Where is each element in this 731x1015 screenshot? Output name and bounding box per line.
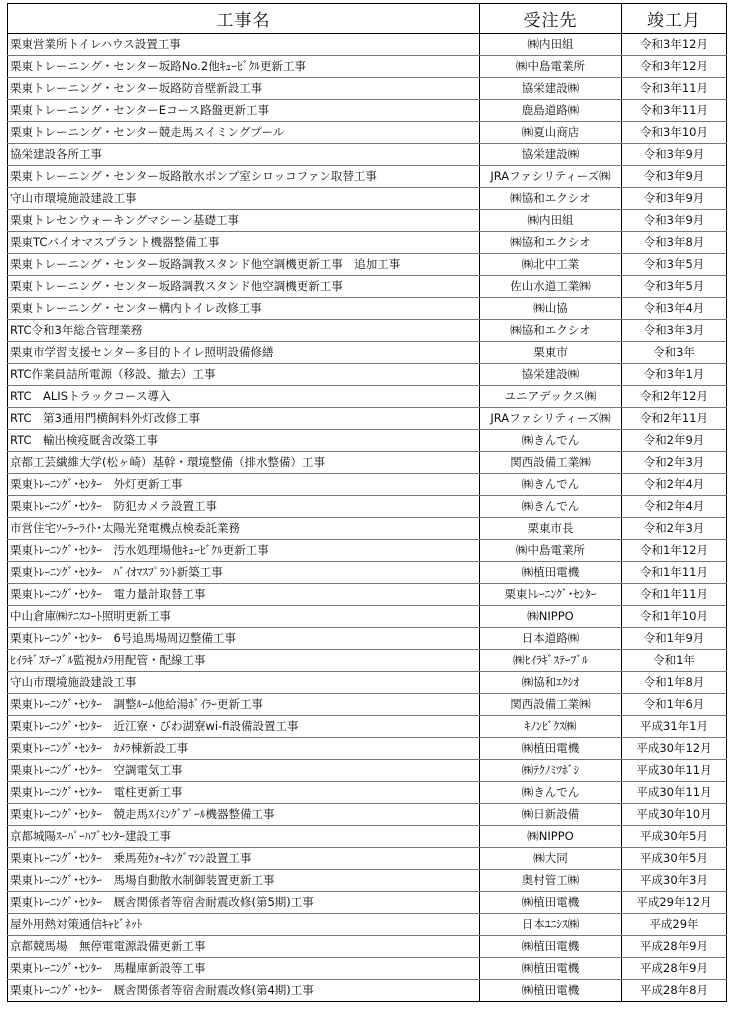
work-name-cell: 協栄建設各所工事 (8, 144, 480, 166)
work-name-cell: 栗東トレーニング・センター坂路調教スタンド他空調機更新工事 追加工事 (8, 254, 480, 276)
table-row (8, 78, 727, 100)
completion-cell: 令和3年9月 (622, 188, 727, 210)
client-cell: ㈱夏山商店 (480, 122, 622, 144)
work-name-cell: 栗東ﾄﾚｰﾆﾝｸﾞ･ｾﾝﾀｰ 6号追馬場周辺整備工事 (8, 628, 480, 650)
completion-cell: 平成30年11月 (622, 782, 727, 804)
works-table (7, 3, 727, 1002)
work-name-cell: 栗東ﾄﾚｰﾆﾝｸﾞ･ｾﾝﾀｰ 厩舎関係者等宿舎耐震改修(第5期)工事 (8, 892, 480, 914)
client-cell: 栗東市 (480, 342, 622, 364)
work-name-cell: 屋外用熱対策通信ｷｬﾋﾞﾈｯﾄ (8, 914, 480, 936)
client-cell: 鹿島道路㈱ (480, 100, 622, 122)
table-row (8, 694, 727, 716)
work-name-cell: 守山市環境施設建設工事 (8, 672, 480, 694)
client-cell: ㈱植田電機 (480, 562, 622, 584)
table-row (8, 848, 727, 870)
header-client: 受注先 (480, 4, 622, 34)
work-name-cell: 栗東ﾄﾚｰﾆﾝｸﾞ･ｾﾝﾀｰ 近江寮・びわ湖寮wi-fi設備設置工事 (8, 716, 480, 738)
client-cell: ㈱内田組 (480, 34, 622, 56)
client-cell: ㈱植田電機 (480, 980, 622, 1002)
completion-cell: 令和2年12月 (622, 386, 727, 408)
completion-cell: 令和1年8月 (622, 672, 727, 694)
header-completion: 竣工月 (622, 4, 727, 34)
work-name-cell: 栗東ﾄﾚｰﾆﾝｸﾞ･ｾﾝﾀｰ 調整ﾙｰﾑ他給湯ﾎﾞｲﾗｰ更新工事 (8, 694, 480, 716)
table-body (8, 34, 727, 1002)
client-cell: 協栄建設㈱ (480, 144, 622, 166)
client-cell: 奥村管工㈱ (480, 870, 622, 892)
header-work-name: 工事名 (8, 4, 480, 34)
client-cell: JRAファシリティーズ㈱ (480, 166, 622, 188)
table-row (8, 562, 727, 584)
completion-cell: 平成28年8月 (622, 980, 727, 1002)
client-cell: ㈱協和エクシオ (480, 232, 622, 254)
client-cell: ㈱日新設備 (480, 804, 622, 826)
work-name-cell: 栗東ﾄﾚｰﾆﾝｸﾞ･ｾﾝﾀｰ 防犯カメラ設置工事 (8, 496, 480, 518)
table-row (8, 276, 727, 298)
work-name-cell: 市営住宅ｿｰﾗｰﾗｲﾄ･太陽光発電機点検委託業務 (8, 518, 480, 540)
completion-cell: 令和2年3月 (622, 452, 727, 474)
work-name-cell: ﾋｲﾗｷﾞｽﾃｰﾌﾞﾙ監視ｶﾒﾗ用配管・配線工事 (8, 650, 480, 672)
completion-cell: 令和3年12月 (622, 34, 727, 56)
work-name-cell: 栗東トレーニング・センターEコース路盤更新工事 (8, 100, 480, 122)
work-name-cell: 栗東営業所トイレハウス設置工事 (8, 34, 480, 56)
table-row (8, 100, 727, 122)
table-row (8, 782, 727, 804)
completion-cell: 令和3年8月 (622, 232, 727, 254)
completion-cell: 令和1年 (622, 650, 727, 672)
client-cell: 日本道路㈱ (480, 628, 622, 650)
work-name-cell: 栗東トレーニング・センター競走馬スイミングプール (8, 122, 480, 144)
client-cell: ㈱植田電機 (480, 936, 622, 958)
table-row (8, 34, 727, 56)
table-row (8, 826, 727, 848)
table-row (8, 320, 727, 342)
work-name-cell: 栗東トレーニング・センター坂路防音壁新設工事 (8, 78, 480, 100)
completion-cell: 令和2年9月 (622, 430, 727, 452)
work-name-cell: 栗東トレーニング・センター坂路散水ポンプ室シロッコファン取替工事 (8, 166, 480, 188)
work-name-cell: 栗東ﾄﾚｰﾆﾝｸﾞ･ｾﾝﾀｰ 外灯更新工事 (8, 474, 480, 496)
work-name-cell: RTC 第3通用門横飼料外灯改修工事 (8, 408, 480, 430)
table-row (8, 56, 727, 78)
work-name-cell: 京都工芸繊維大学(松ヶ崎）基幹・環境整備（排水整備）工事 (8, 452, 480, 474)
table-row (8, 144, 727, 166)
completion-cell: 令和3年12月 (622, 56, 727, 78)
client-cell: ㈱中島電業所 (480, 540, 622, 562)
table-row (8, 584, 727, 606)
work-name-cell: 栗東市学習支援センター多目的トイレ照明設備修繕 (8, 342, 480, 364)
work-name-cell: 栗東ﾄﾚｰﾆﾝｸﾞ･ｾﾝﾀｰ ｶﾒﾗ棟新設工事 (8, 738, 480, 760)
table-row (8, 386, 727, 408)
table-row (8, 518, 727, 540)
client-cell: 関西設備工業㈱ (480, 452, 622, 474)
completion-cell: 平成31年1月 (622, 716, 727, 738)
table-row (8, 408, 727, 430)
client-cell: ㈱植田電機 (480, 892, 622, 914)
client-cell: 関西設備工業㈱ (480, 694, 622, 716)
work-name-cell: RTC 輸出検疫厩舎改築工事 (8, 430, 480, 452)
work-name-cell: 栗東ﾄﾚｰﾆﾝｸﾞ･ｾﾝﾀｰ 競走馬ｽｲﾐﾝｸﾞﾌﾟｰﾙ機器整備工事 (8, 804, 480, 826)
client-cell: ㈱内田組 (480, 210, 622, 232)
client-cell: ㈱協和エクシオ (480, 320, 622, 342)
table-row (8, 540, 727, 562)
table-row (8, 804, 727, 826)
completion-cell: 令和3年4月 (622, 298, 727, 320)
client-cell: ㈱きんでん (480, 782, 622, 804)
completion-cell: 平成28年9月 (622, 936, 727, 958)
work-name-cell: 栗東ﾄﾚｰﾆﾝｸﾞ･ｾﾝﾀｰ 乗馬苑ｳｫｰｷﾝｸﾞﾏｼﾝ設置工事 (8, 848, 480, 870)
client-cell: ㈱植田電機 (480, 738, 622, 760)
work-name-cell: 中山倉庫㈱ﾃﾆｽｺｰﾄ照明更新工事 (8, 606, 480, 628)
client-cell: ㈱協和ｴｸｼｵ (480, 672, 622, 694)
table-row (8, 430, 727, 452)
completion-cell: 令和3年9月 (622, 144, 727, 166)
work-name-cell: 栗東トレセンウォーキングマシーン基礎工事 (8, 210, 480, 232)
work-name-cell: 栗東ﾄﾚｰﾆﾝｸﾞ･ｾﾝﾀｰ ﾊﾞｲｵﾏｽﾌﾟﾗﾝﾄ新築工事 (8, 562, 480, 584)
work-name-cell: 栗東ﾄﾚｰﾆﾝｸﾞ･ｾﾝﾀｰ 汚水処理場他ｷｭｰﾋﾞｸﾙ更新工事 (8, 540, 480, 562)
completion-cell: 令和3年5月 (622, 276, 727, 298)
table-row (8, 232, 727, 254)
client-cell: 栗東市長 (480, 518, 622, 540)
table-row (8, 958, 727, 980)
completion-cell: 令和1年10月 (622, 606, 727, 628)
work-name-cell: 京都競馬場 無停電電源設備更新工事 (8, 936, 480, 958)
completion-cell: 令和1年12月 (622, 540, 727, 562)
completion-cell: 令和2年4月 (622, 496, 727, 518)
client-cell: 佐山水道工業㈱ (480, 276, 622, 298)
client-cell: ㈱協和エクシオ (480, 188, 622, 210)
client-cell: ㈱中島電業所 (480, 56, 622, 78)
client-cell: ㈱NIPPO (480, 826, 622, 848)
client-cell: 栗東ﾄﾚｰﾆﾝｸﾞ･ｾﾝﾀｰ (480, 584, 622, 606)
work-name-cell: 栗東TCバイオマスプラント機器整備工事 (8, 232, 480, 254)
client-cell: ㈱植田電機 (480, 958, 622, 980)
completion-cell: 令和3年10月 (622, 122, 727, 144)
table-row (8, 188, 727, 210)
completion-cell: 令和3年9月 (622, 166, 727, 188)
completion-cell: 令和2年3月 (622, 518, 727, 540)
table-row (8, 936, 727, 958)
work-name-cell: RTC令和3年総合管理業務 (8, 320, 480, 342)
completion-cell: 令和2年11月 (622, 408, 727, 430)
completion-cell: 令和2年4月 (622, 474, 727, 496)
completion-cell: 令和1年6月 (622, 694, 727, 716)
work-name-cell: RTC ALISトラックコース導入 (8, 386, 480, 408)
completion-cell: 平成29年 (622, 914, 727, 936)
client-cell: ㈱ﾃｸﾉﾐﾂﾎﾞｼ (480, 760, 622, 782)
table-row (8, 298, 727, 320)
table-row (8, 254, 727, 276)
table-row (8, 342, 727, 364)
table-row (8, 738, 727, 760)
completion-cell: 令和3年11月 (622, 100, 727, 122)
work-name-cell: RTC作業員詰所電源（移設、撤去）工事 (8, 364, 480, 386)
completion-cell: 平成30年10月 (622, 804, 727, 826)
completion-cell: 平成28年9月 (622, 958, 727, 980)
work-name-cell: 守山市環境施設建設工事 (8, 188, 480, 210)
work-name-cell: 栗東ﾄﾚｰﾆﾝｸﾞ･ｾﾝﾀｰ 空調電気工事 (8, 760, 480, 782)
completion-cell: 令和1年9月 (622, 628, 727, 650)
table-row (8, 628, 727, 650)
completion-cell: 平成30年3月 (622, 870, 727, 892)
client-cell: ｷﾉﾝﾋﾞｸｽ㈱ (480, 716, 622, 738)
work-name-cell: 栗東トレーニング・センター坂路調教スタンド他空調機更新工事 (8, 276, 480, 298)
completion-cell: 平成30年12月 (622, 738, 727, 760)
completion-cell: 令和3年1月 (622, 364, 727, 386)
client-cell: 協栄建設㈱ (480, 364, 622, 386)
work-name-cell: 栗東ﾄﾚｰﾆﾝｸﾞ･ｾﾝﾀｰ 馬糧庫新設等工事 (8, 958, 480, 980)
client-cell: ㈱NIPPO (480, 606, 622, 628)
completion-cell: 令和3年9月 (622, 210, 727, 232)
work-name-cell: 京都城陽ｽｰﾊﾟｰﾊﾌﾞｾﾝﾀｰ建設工事 (8, 826, 480, 848)
client-cell: ㈱きんでん (480, 430, 622, 452)
table-row (8, 452, 727, 474)
completion-cell: 令和1年11月 (622, 562, 727, 584)
client-cell: JRAファシリティーズ㈱ (480, 408, 622, 430)
client-cell: ㈱きんでん (480, 474, 622, 496)
table-row (8, 892, 727, 914)
client-cell: ㈱きんでん (480, 496, 622, 518)
client-cell: ユニアデックス㈱ (480, 386, 622, 408)
completion-cell: 令和3年11月 (622, 78, 727, 100)
completion-cell: 平成30年5月 (622, 848, 727, 870)
table-row (8, 672, 727, 694)
table-row (8, 606, 727, 628)
table-row (8, 474, 727, 496)
work-name-cell: 栗東ﾄﾚｰﾆﾝｸﾞ･ｾﾝﾀｰ 電力量計取替工事 (8, 584, 480, 606)
table-row (8, 210, 727, 232)
table-row (8, 716, 727, 738)
header-row (8, 4, 727, 34)
table-row (8, 166, 727, 188)
works-table-container (7, 3, 727, 1002)
work-name-cell: 栗東ﾄﾚｰﾆﾝｸﾞ･ｾﾝﾀｰ 厩舎関係者等宿舎耐震改修(第4期)工事 (8, 980, 480, 1002)
work-name-cell: 栗東トレーニング・センター坂路No.2他ｷｭｰﾋﾞｸﾙ更新工事 (8, 56, 480, 78)
table-row (8, 914, 727, 936)
table-row (8, 870, 727, 892)
table-row (8, 650, 727, 672)
completion-cell: 平成29年12月 (622, 892, 727, 914)
completion-cell: 平成30年11月 (622, 760, 727, 782)
completion-cell: 令和3年3月 (622, 320, 727, 342)
work-name-cell: 栗東ﾄﾚｰﾆﾝｸﾞ･ｾﾝﾀｰ 馬場自動散水制御装置更新工事 (8, 870, 480, 892)
client-cell: ㈱山協 (480, 298, 622, 320)
table-row (8, 760, 727, 782)
completion-cell: 平成30年5月 (622, 826, 727, 848)
table-row (8, 496, 727, 518)
table-row (8, 980, 727, 1002)
work-name-cell: 栗東トレーニング・センター構内トイレ改修工事 (8, 298, 480, 320)
client-cell: ㈱北中工業 (480, 254, 622, 276)
client-cell: 日本ﾕﾆｼｽ㈱ (480, 914, 622, 936)
table-row (8, 364, 727, 386)
client-cell: ㈱ﾋｲﾗｷﾞｽﾃｰﾌﾞﾙ (480, 650, 622, 672)
table-row (8, 122, 727, 144)
completion-cell: 令和3年5月 (622, 254, 727, 276)
completion-cell: 令和3年 (622, 342, 727, 364)
work-name-cell: 栗東ﾄﾚｰﾆﾝｸﾞ･ｾﾝﾀｰ 電柱更新工事 (8, 782, 480, 804)
client-cell: ㈱大同 (480, 848, 622, 870)
completion-cell: 令和1年11月 (622, 584, 727, 606)
client-cell: 協栄建設㈱ (480, 78, 622, 100)
